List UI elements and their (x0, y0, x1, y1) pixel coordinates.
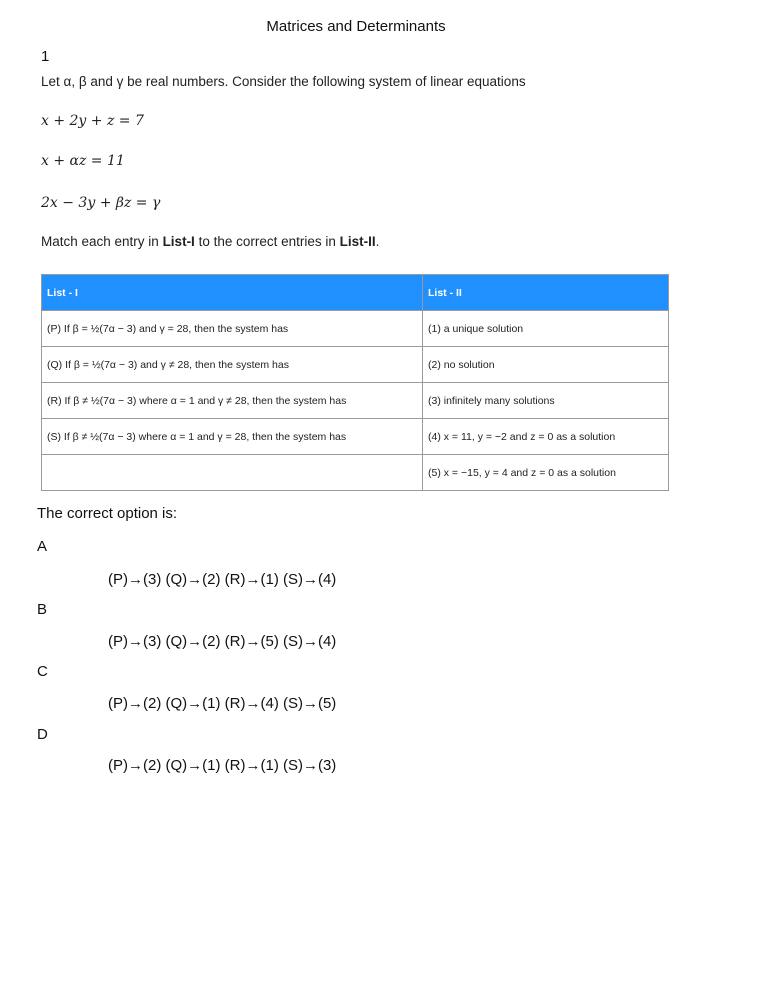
option-d-label: D (37, 726, 48, 743)
list1-ref: List-I (162, 234, 195, 249)
options-heading: The correct option is: (37, 505, 178, 522)
match-text: Match each entry in (41, 234, 163, 249)
option-b-label: B (37, 601, 48, 618)
match-text: to the correct entries in (194, 234, 340, 249)
option-c-text: (P)→(2) (Q)→(1) (R)→(4) (S)→(5) (108, 695, 337, 712)
table-row (42, 419, 669, 455)
option-a-label: A (37, 538, 48, 555)
header-list-1: List - I (42, 275, 423, 311)
match-instruction (41, 234, 379, 249)
list2-cell: (5) x = −15, y = 4 and z = 0 as a solution (423, 455, 669, 491)
list2-ref: List-II (339, 234, 376, 249)
equation-3: 2x − 3y + βz = γ (41, 195, 161, 211)
page-title: Matrices and Determinants (266, 18, 446, 35)
list2-cell: (2) no solution (423, 347, 669, 383)
list1-cell: (Q) If β = ½(7α − 3) and γ ≠ 28, then the system has (42, 347, 423, 383)
table-row (42, 311, 669, 347)
table-row (42, 347, 669, 383)
list1-cell (42, 455, 423, 491)
equation-2: x + αz = 11 (41, 153, 125, 169)
question-number: 1 (41, 48, 50, 65)
option-c-label: C (37, 663, 48, 680)
list2-cell: (1) a unique solution (423, 311, 669, 347)
option-b-text: (P)→(3) (Q)→(2) (R)→(5) (S)→(4) (108, 633, 337, 650)
list2-cell: (4) x = 11, y = −2 and z = 0 as a solution (423, 419, 669, 455)
equation-1: x + 2y + z = 7 (41, 113, 144, 129)
list2-cell: (3) infinitely many solutions (423, 383, 669, 419)
table-row (42, 455, 669, 491)
match-table (41, 274, 669, 491)
list1-cell: (R) If β ≠ ½(7α − 3) where α = 1 and γ ≠ 28, then the system has (42, 383, 423, 419)
table-row (42, 383, 669, 419)
question-intro: Let α, β and γ be real numbers. Consider the following system of linear equations (41, 74, 526, 89)
header-list-2: List - II (423, 275, 669, 311)
list1-cell: (P) If β = ½(7α − 3) and γ = 28, then the system has (42, 311, 423, 347)
option-d-text: (P)→(2) (Q)→(1) (R)→(1) (S)→(3) (108, 757, 337, 774)
table-header-row (42, 275, 669, 311)
option-a-text: (P)→(3) (Q)→(2) (R)→(1) (S)→(4) (108, 571, 337, 588)
match-text: . (375, 234, 380, 249)
list1-cell: (S) If β ≠ ½(7α − 3) where α = 1 and γ = 28, then the system has (42, 419, 423, 455)
